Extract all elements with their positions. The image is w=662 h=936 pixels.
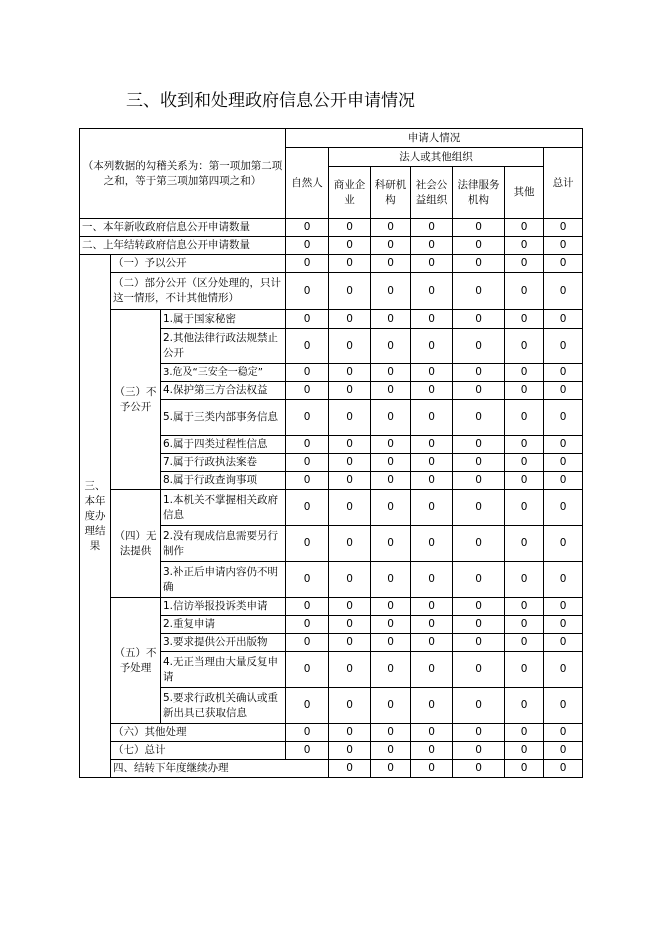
value-cell: 0 [544, 400, 583, 436]
value-cell: 0 [329, 562, 371, 598]
value-cell: 0 [329, 724, 371, 742]
value-cell: 0 [371, 382, 411, 400]
row-label-publications: 3.要求提供公开出版物 [161, 634, 286, 652]
value-cell: 0 [411, 382, 453, 400]
value-cell: 0 [371, 652, 411, 688]
value-cell: 0 [286, 490, 329, 526]
value-cell: 0 [453, 436, 505, 454]
value-cell: 0 [286, 382, 329, 400]
value-cell: 0 [453, 219, 505, 237]
value-cell: 0 [544, 310, 583, 329]
value-cell: 0 [505, 400, 544, 436]
value-cell: 0 [371, 760, 411, 778]
row-label-internal-affairs: 5.属于三类内部事务信息 [161, 400, 286, 436]
value-cell: 0 [453, 760, 505, 778]
value-cell: 0 [411, 760, 453, 778]
group-label-not-processed: （五）不予处理 [111, 598, 161, 724]
value-cell: 0 [453, 255, 505, 273]
value-cell: 0 [411, 688, 453, 724]
group-label-unable-to-provide: （四）无法提供 [111, 490, 161, 598]
row-label-carry-forward: 四、结转下年度继续办理 [111, 760, 329, 778]
row-label-new-requests: 一、本年新收政府信息公开申请数量 [80, 219, 286, 237]
value-cell: 0 [453, 490, 505, 526]
value-cell: 0 [544, 219, 583, 237]
value-cell: 0 [544, 490, 583, 526]
value-cell: 0 [329, 598, 371, 616]
row-label-disclosed: （一）予以公开 [111, 255, 286, 273]
value-cell: 0 [453, 329, 505, 364]
value-cell: 0 [371, 616, 411, 634]
row-label-repeated-mass: 4.无正当理由大量反复申请 [161, 652, 286, 688]
value-cell: 0 [544, 526, 583, 562]
value-cell: 0 [411, 237, 453, 255]
value-cell: 0 [286, 724, 329, 742]
value-cell: 0 [286, 616, 329, 634]
value-cell: 0 [544, 255, 583, 273]
row-label-state-secret: 1.属于国家秘密 [161, 310, 286, 329]
value-cell: 0 [505, 454, 544, 472]
value-cell: 0 [544, 364, 583, 382]
value-cell: 0 [453, 382, 505, 400]
value-cell: 0 [329, 400, 371, 436]
total-header: 总计 [544, 148, 583, 219]
value-cell: 0 [453, 273, 505, 310]
value-cell: 0 [453, 616, 505, 634]
value-cell: 0 [544, 329, 583, 364]
value-cell: 0 [371, 472, 411, 490]
value-cell: 0 [411, 652, 453, 688]
value-cell: 0 [544, 724, 583, 742]
value-cell: 0 [544, 598, 583, 616]
value-cell: 0 [453, 652, 505, 688]
value-cell: 0 [453, 310, 505, 329]
value-cell: 0 [544, 652, 583, 688]
row-label-enforcement-files: 7.属于行政执法案卷 [161, 454, 286, 472]
value-cell: 0 [411, 490, 453, 526]
legal-entity-header: 法人或其他组织 [329, 148, 544, 167]
value-cell: 0 [544, 742, 583, 760]
value-cell: 0 [371, 310, 411, 329]
value-cell: 0 [453, 526, 505, 562]
row-label-reconfirm: 5.要求行政机关确认或重新出具已获取信息 [161, 688, 286, 724]
value-cell: 0 [505, 364, 544, 382]
value-cell: 0 [286, 562, 329, 598]
row-label-not-held: 1.本机关不掌握相关政府信息 [161, 490, 286, 526]
value-cell: 0 [329, 237, 371, 255]
value-cell: 0 [453, 454, 505, 472]
value-cell: 0 [505, 724, 544, 742]
row-label-still-unclear: 3.补正后申请内容仍不明确 [161, 562, 286, 598]
value-cell: 0 [544, 273, 583, 310]
natural-person-header: 自然人 [286, 148, 329, 219]
value-cell: 0 [411, 364, 453, 382]
applicant-header: 申请人情况 [286, 129, 583, 148]
value-cell: 0 [286, 454, 329, 472]
value-cell: 0 [453, 688, 505, 724]
value-cell: 0 [329, 616, 371, 634]
value-cell: 0 [453, 364, 505, 382]
value-cell: 0 [411, 634, 453, 652]
value-cell: 0 [505, 598, 544, 616]
value-cell: 0 [371, 634, 411, 652]
value-cell: 0 [411, 562, 453, 598]
value-cell: 0 [371, 364, 411, 382]
row-label-carried-over: 二、上年结转政府信息公开申请数量 [80, 237, 286, 255]
value-cell: 0 [505, 255, 544, 273]
row-label-process-info: 6.属于四类过程性信息 [161, 436, 286, 454]
reconciliation-note: （本列数据的勾稽关系为：第一项加第二项之和，等于第三项加第四项之和） [80, 129, 286, 219]
value-cell: 0 [286, 742, 329, 760]
value-cell: 0 [371, 454, 411, 472]
col-header-business: 商业企业 [329, 167, 371, 219]
value-cell: 0 [544, 562, 583, 598]
row-label-third-party-rights: 4.保护第三方合法权益 [161, 382, 286, 400]
row-label-endangers-stability: 3.危及“三安全一稳定” [161, 364, 286, 382]
value-cell: 0 [286, 273, 329, 310]
value-cell: 0 [505, 526, 544, 562]
value-cell: 0 [286, 237, 329, 255]
value-cell: 0 [411, 598, 453, 616]
value-cell: 0 [329, 472, 371, 490]
value-cell: 0 [505, 616, 544, 634]
value-cell: 0 [411, 310, 453, 329]
value-cell: 0 [286, 219, 329, 237]
value-cell: 0 [329, 382, 371, 400]
row-label-duplicate: 2.重复申请 [161, 616, 286, 634]
value-cell: 0 [329, 760, 371, 778]
value-cell: 0 [286, 634, 329, 652]
value-cell: 0 [371, 219, 411, 237]
value-cell: 0 [329, 634, 371, 652]
value-cell: 0 [286, 310, 329, 329]
value-cell: 0 [544, 472, 583, 490]
value-cell: 0 [544, 237, 583, 255]
value-cell: 0 [453, 562, 505, 598]
value-cell: 0 [505, 436, 544, 454]
value-cell: 0 [411, 329, 453, 364]
value-cell: 0 [411, 454, 453, 472]
value-cell: 0 [411, 219, 453, 237]
value-cell: 0 [286, 436, 329, 454]
value-cell: 0 [286, 472, 329, 490]
row-label-needs-creation: 2.没有现成信息需要另行制作 [161, 526, 286, 562]
value-cell: 0 [329, 742, 371, 760]
value-cell: 0 [286, 329, 329, 364]
value-cell: 0 [329, 490, 371, 526]
value-cell: 0 [329, 652, 371, 688]
value-cell: 0 [371, 273, 411, 310]
value-cell: 0 [371, 742, 411, 760]
row-label-other-handling: （六）其他处理 [111, 724, 286, 742]
value-cell: 0 [286, 255, 329, 273]
row-label-partially-disclosed: （二）部分公开（区分处理的，只计这一情形，不计其他情形） [111, 273, 286, 310]
value-cell: 0 [411, 436, 453, 454]
row-label-subtotal: （七）总计 [111, 742, 286, 760]
value-cell: 0 [411, 472, 453, 490]
value-cell: 0 [411, 400, 453, 436]
value-cell: 0 [371, 490, 411, 526]
value-cell: 0 [505, 760, 544, 778]
value-cell: 0 [286, 526, 329, 562]
value-cell: 0 [411, 273, 453, 310]
value-cell: 0 [544, 616, 583, 634]
value-cell: 0 [505, 652, 544, 688]
value-cell: 0 [544, 688, 583, 724]
value-cell: 0 [544, 760, 583, 778]
value-cell: 0 [544, 382, 583, 400]
page-title: 三、收到和处理政府信息公开申请情况 [126, 91, 415, 111]
value-cell: 0 [453, 634, 505, 652]
value-cell: 0 [371, 237, 411, 255]
value-cell: 0 [286, 598, 329, 616]
value-cell: 0 [411, 255, 453, 273]
section-label-results: 三、本年度办理结果 [80, 255, 111, 778]
statistics-table [79, 128, 583, 778]
value-cell: 0 [544, 454, 583, 472]
value-cell: 0 [371, 598, 411, 616]
row-label-petition: 1.信访举报投诉类申请 [161, 598, 286, 616]
value-cell: 0 [329, 255, 371, 273]
value-cell: 0 [505, 329, 544, 364]
value-cell: 0 [505, 688, 544, 724]
value-cell: 0 [286, 364, 329, 382]
value-cell: 0 [453, 472, 505, 490]
value-cell: 0 [411, 742, 453, 760]
row-label-prohibited-by-law: 2.其他法律行政法规禁止公开 [161, 329, 286, 364]
value-cell: 0 [505, 382, 544, 400]
value-cell: 0 [329, 526, 371, 562]
value-cell: 0 [505, 273, 544, 310]
value-cell: 0 [371, 329, 411, 364]
value-cell: 0 [329, 454, 371, 472]
value-cell: 0 [329, 273, 371, 310]
value-cell: 0 [329, 310, 371, 329]
row-label-query-matters: 8.属于行政查询事项 [161, 472, 286, 490]
value-cell: 0 [505, 490, 544, 526]
value-cell: 0 [411, 616, 453, 634]
value-cell: 0 [371, 400, 411, 436]
value-cell: 0 [505, 237, 544, 255]
value-cell: 0 [329, 688, 371, 724]
value-cell: 0 [329, 436, 371, 454]
value-cell: 0 [544, 436, 583, 454]
value-cell: 0 [505, 472, 544, 490]
col-header-other: 其他 [505, 167, 544, 219]
value-cell: 0 [329, 364, 371, 382]
col-header-legal-services: 法律服务机构 [453, 167, 505, 219]
group-label-not-disclosed: （三）不予公开 [111, 310, 161, 490]
value-cell: 0 [286, 400, 329, 436]
value-cell: 0 [371, 255, 411, 273]
value-cell: 0 [505, 742, 544, 760]
value-cell: 0 [505, 219, 544, 237]
value-cell: 0 [371, 436, 411, 454]
value-cell: 0 [453, 237, 505, 255]
value-cell: 0 [411, 526, 453, 562]
value-cell: 0 [286, 688, 329, 724]
value-cell: 0 [371, 562, 411, 598]
value-cell: 0 [371, 724, 411, 742]
value-cell: 0 [371, 526, 411, 562]
value-cell: 0 [411, 724, 453, 742]
value-cell: 0 [453, 724, 505, 742]
value-cell: 0 [329, 219, 371, 237]
col-header-research: 科研机构 [371, 167, 411, 219]
value-cell: 0 [286, 652, 329, 688]
col-header-public-welfare: 社会公益组织 [411, 167, 453, 219]
value-cell: 0 [453, 598, 505, 616]
value-cell: 0 [329, 329, 371, 364]
value-cell: 0 [371, 688, 411, 724]
value-cell: 0 [505, 562, 544, 598]
value-cell: 0 [453, 400, 505, 436]
value-cell: 0 [453, 742, 505, 760]
value-cell: 0 [544, 634, 583, 652]
value-cell: 0 [505, 310, 544, 329]
value-cell: 0 [505, 634, 544, 652]
